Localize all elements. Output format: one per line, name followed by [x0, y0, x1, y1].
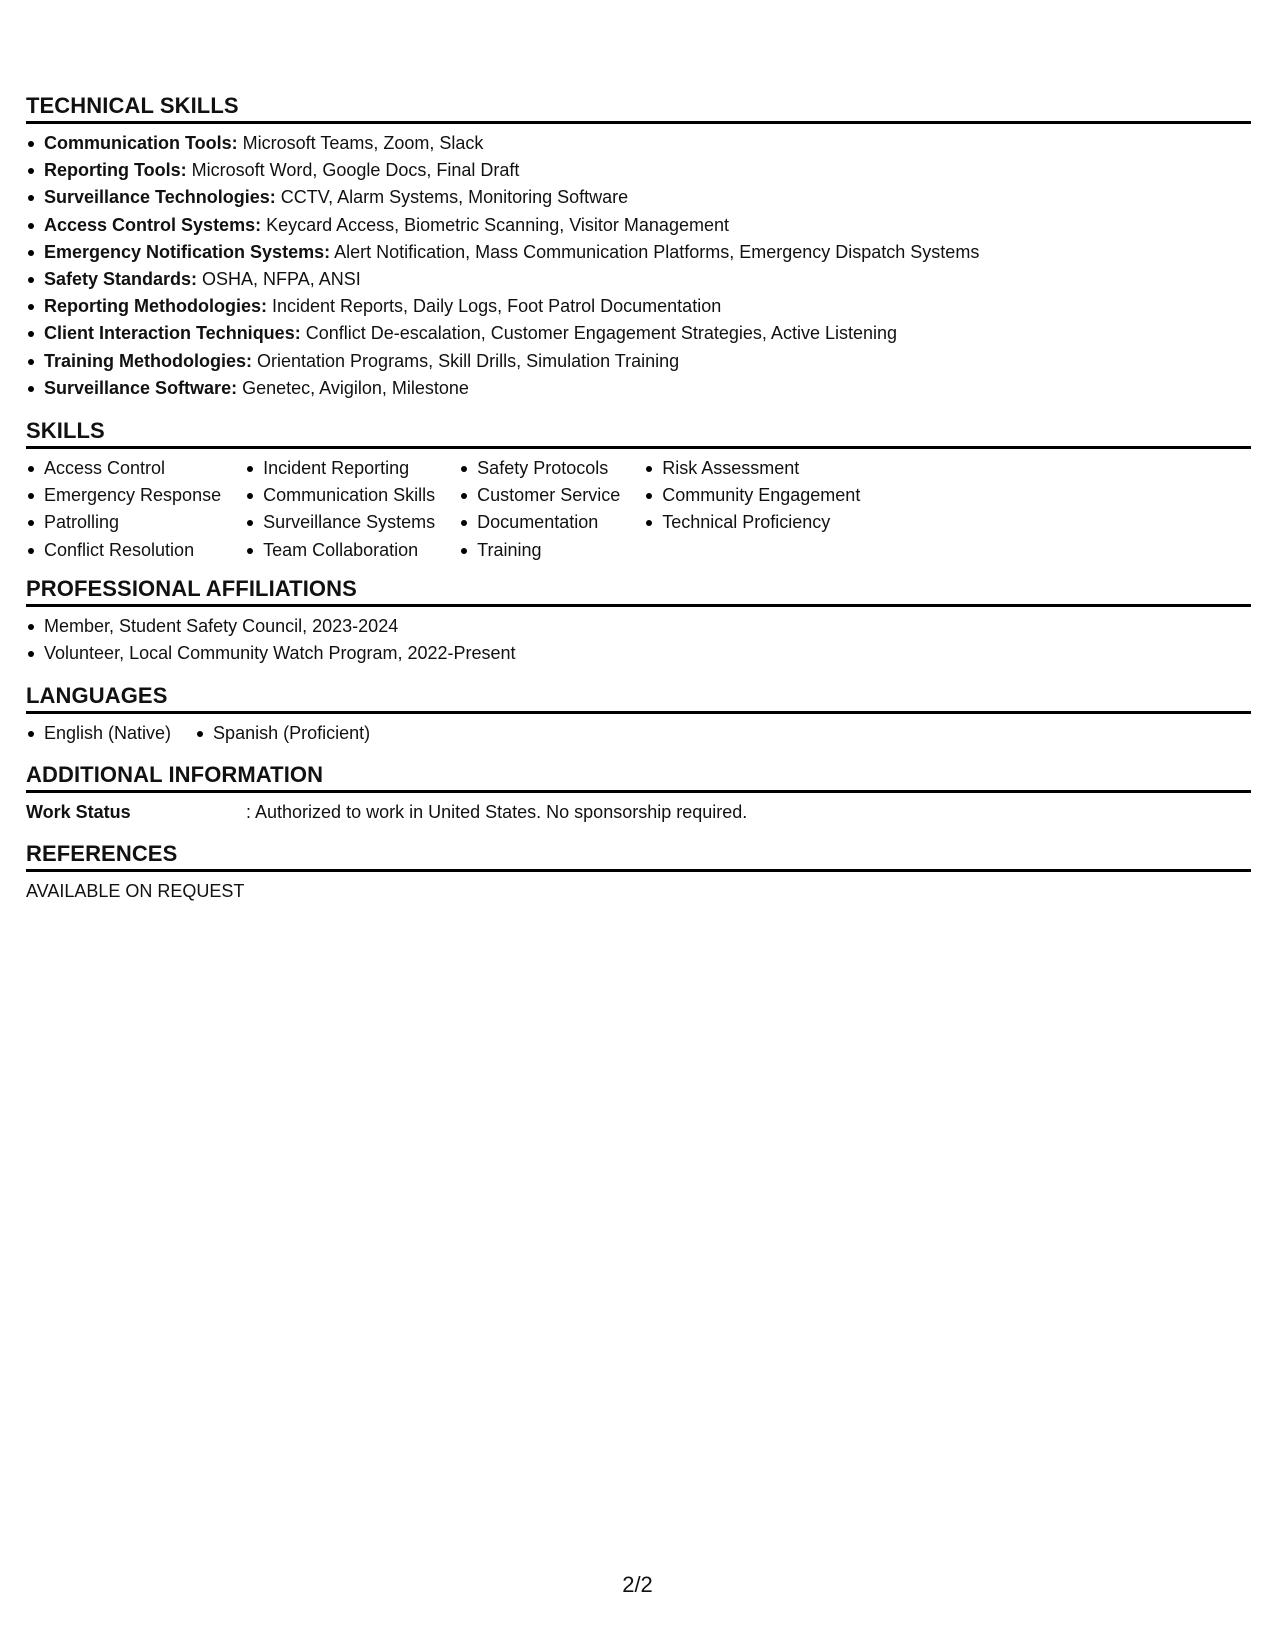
list-item: Surveillance Systems — [245, 509, 435, 536]
list-item: Emergency Response — [26, 482, 221, 509]
skills-column — [26, 455, 221, 564]
section-title-references: REFERENCES — [26, 841, 178, 867]
work-status-label: Work Status — [26, 802, 131, 823]
list-item: Training Methodologies: Orientation Programs, Skill Drills, Simulation Training — [26, 348, 1251, 375]
section-divider — [26, 446, 1251, 449]
skills-column — [644, 455, 860, 564]
list-item: Surveillance Technologies: CCTV, Alarm Systems, Monitoring Software — [26, 184, 1251, 211]
list-item: Spanish (Proficient) — [195, 720, 370, 747]
work-status-row — [26, 799, 1251, 825]
section-title-languages: LANGUAGES — [26, 683, 168, 709]
list-item: Communication Tools: Microsoft Teams, Zoom, Slack — [26, 130, 1251, 157]
list-item: Patrolling — [26, 509, 221, 536]
section-divider — [26, 604, 1251, 607]
list-item: Team Collaboration — [245, 537, 435, 564]
list-item: English (Native) — [26, 720, 171, 747]
skills-column — [459, 455, 620, 564]
references-text: AVAILABLE ON REQUEST — [26, 881, 245, 902]
section-title-affiliations: PROFESSIONAL AFFILIATIONS — [26, 575, 357, 601]
list-item: Safety Protocols — [459, 455, 620, 482]
list-item: Member, Student Safety Council, 2023-2024 — [26, 613, 1251, 640]
section-divider — [26, 121, 1251, 124]
list-item: Access Control — [26, 455, 221, 482]
list-item: Safety Standards: OSHA, NFPA, ANSI — [26, 266, 1251, 293]
affiliations-list — [26, 613, 1251, 667]
section-title-additional-info: ADDITIONAL INFORMATION — [26, 762, 324, 788]
list-item: Documentation — [459, 509, 620, 536]
page-number: 2/2 — [622, 1572, 653, 1597]
languages-list — [26, 720, 394, 747]
list-item: Access Control Systems: Keycard Access, Biometric Scanning, Visitor Management — [26, 212, 1251, 239]
list-item: Reporting Tools: Microsoft Word, Google Docs, Final Draft — [26, 157, 1251, 184]
skills-grid — [26, 455, 1251, 564]
list-item: Technical Proficiency — [644, 509, 860, 536]
affiliations-section — [26, 575, 1251, 667]
list-item: Emergency Notification Systems: Alert Notification, Mass Communication Platforms, Emergency Dispatch Systems — [26, 239, 1251, 266]
references-section — [26, 840, 1251, 904]
technical-skills-list — [26, 130, 1251, 402]
list-item: Conflict Resolution — [26, 537, 221, 564]
list-item: Client Interaction Techniques: Conflict De-escalation, Customer Engagement Strategies, Active Listening — [26, 320, 1251, 347]
resume-page — [26, 92, 1251, 904]
skills-section — [26, 417, 1251, 564]
section-divider — [26, 790, 1251, 793]
languages-section — [26, 682, 1251, 747]
section-title-skills: SKILLS — [26, 418, 105, 444]
section-divider — [26, 869, 1251, 872]
list-item: Communication Skills — [245, 482, 435, 509]
list-item: Risk Assessment — [644, 455, 860, 482]
skills-column — [245, 455, 435, 564]
list-item: Customer Service — [459, 482, 620, 509]
work-status-value: : Authorized to work in United States. No sponsorship required. — [246, 802, 748, 823]
section-title-technical-skills: TECHNICAL SKILLS — [26, 93, 239, 118]
list-item: Incident Reporting — [245, 455, 435, 482]
section-divider — [26, 711, 1251, 714]
technical-skills-section — [26, 92, 1251, 402]
list-item: Training — [459, 537, 620, 564]
additional-info-section — [26, 761, 1251, 825]
list-item: Community Engagement — [644, 482, 860, 509]
list-item: Surveillance Software: Genetec, Avigilon, Milestone — [26, 375, 1251, 402]
list-item: Volunteer, Local Community Watch Program, 2022-Present — [26, 640, 1251, 667]
list-item: Reporting Methodologies: Incident Reports, Daily Logs, Foot Patrol Documentation — [26, 293, 1251, 320]
